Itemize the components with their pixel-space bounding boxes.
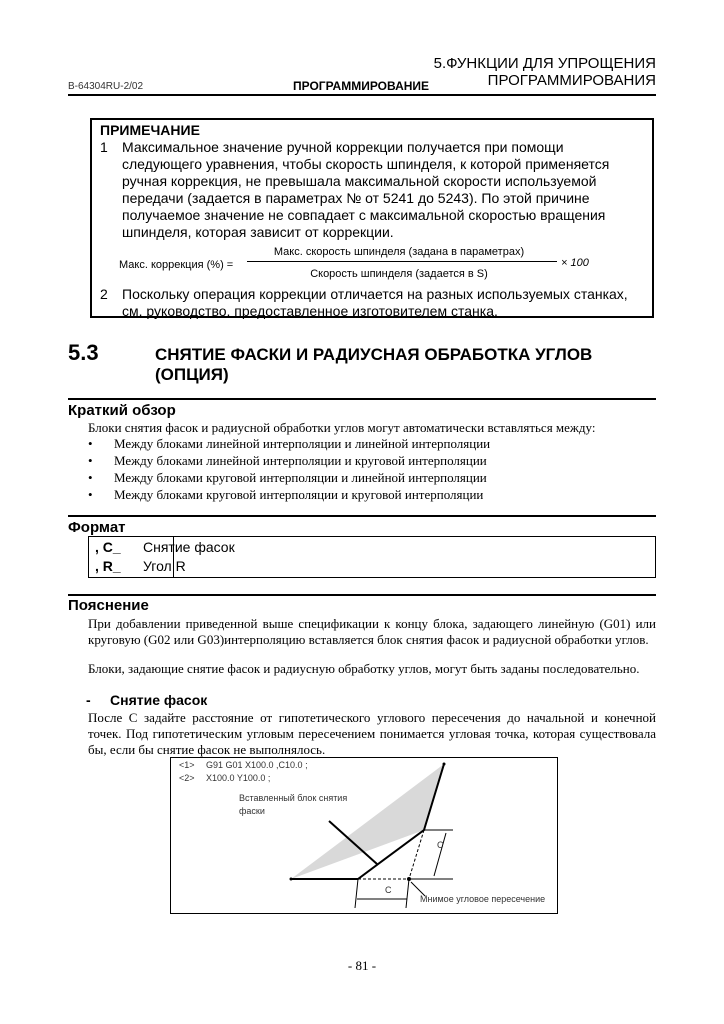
dim-ext xyxy=(355,879,358,908)
formula-denominator: Скорость шпинделя (задается в S) xyxy=(310,268,488,280)
program-line-number: <2> xyxy=(179,773,195,783)
section-rule xyxy=(68,594,656,596)
dim-ext xyxy=(406,879,409,908)
header-center: ПРОГРАММИРОВАНИЕ xyxy=(293,79,430,93)
format-heading: Формат xyxy=(68,519,126,536)
note-box xyxy=(90,118,654,318)
explanation-p2: Блоки, задающие снятие фасок и радиусную обработку углов, могут быть заданы последовательно. xyxy=(88,661,640,676)
header-rule xyxy=(68,94,656,96)
page-number: - 81 - xyxy=(347,958,377,973)
overview-heading: Краткий обзор xyxy=(68,402,176,419)
section-rule xyxy=(68,515,656,517)
program-line: X100.0 Y100.0 ; xyxy=(206,773,271,783)
formula xyxy=(119,244,639,284)
fraction-bar xyxy=(247,261,557,262)
shaded-region xyxy=(291,764,444,879)
start-point xyxy=(290,878,293,881)
note-title: ПРИМЕЧАНИЕ xyxy=(100,122,200,138)
inserted-block-label: Вставленный блок снятия фаски xyxy=(239,793,348,816)
formula-lhs: Макс. коррекция (%) = xyxy=(119,259,234,271)
dimension-c-label: C xyxy=(437,840,444,850)
format-desc: Угол R xyxy=(143,558,186,574)
chamfer-diagram xyxy=(170,757,558,914)
dimension-c-label: C xyxy=(385,885,392,895)
format-table xyxy=(88,536,656,578)
formula-numerator: Макс. скорость шпинделя (задана в параметрах) xyxy=(273,246,525,258)
formula-factor: × 100 xyxy=(561,257,589,269)
format-code: , R_ xyxy=(95,558,121,574)
program-line-number: <1> xyxy=(179,760,195,770)
note-item-text: Максимальное значение ручной коррекции получается при помощи следующего уравнения, чтобы скорость шпинделя, к которой применяется ручная коррекция, не превышала максимальной скорости используемой передачи (задается в параметрах № от 5241 до 5243). По этой причине получаемое значение не совпадает с максимальной скоростью вращения шпинделя, которая зависит от коррекции. xyxy=(122,139,610,240)
dash: - xyxy=(86,692,91,708)
virtual-intersection-label: Мнимое угловое пересечение xyxy=(420,894,546,904)
virtual-line-y xyxy=(409,830,424,879)
format-code: , C_ xyxy=(95,539,121,555)
format-desc: Снятие фасок xyxy=(143,539,235,555)
header-chapter-line1: 5.ФУНКЦИИ ДЛЯ УПРОЩЕНИЯ xyxy=(433,55,656,72)
note-item-number: 2 xyxy=(100,286,108,302)
end-point xyxy=(443,763,446,766)
explanation-p1: При добавлении приведенной выше спецификации к концу блока, задающего линейную (G01) или круговую (G02 или G03)интерполяцию вставляется блок снятия фасок и радиусной обработки углов. xyxy=(88,616,656,647)
section-number: 5.3 xyxy=(68,340,99,365)
document-page: B-64304RU-2/02 ПРОГРАММИРОВАНИЕ 5.ФУНКЦИИ ДЛЯ УПРОЩЕНИЯ ПРОГРАММИРОВАНИЯ ПРИМЕЧАНИЕ 1 Максимальное значение ручной коррекции получается при помощи следующего уравнения, чтобы скорость шпинделя, к которой применяется ручная коррекция, не превышала максимальной скорости используемой передачи (задается в параметрах № от 5241 до 5243). По этой причине получаемое значение не совпадает с максимальной скоростью вращения шпинделя, которая зависит от коррекции. Макс. коррекция (%) = Макс. скорость шпинделя (задана в параметрах) Скорость шпинделя (задается в S) × 100 2 Поскольку операция коррекции отличается на разных используемых станках, см. руководство, предоставленное изготовителем станка. 5.3 СНЯТИЕ ФАСКИ И РАДИУСНАЯ ОБРАБОТКА УГЛОВ (ОПЦИЯ) Краткий обзор Блоки снятия фасок и радиусной обработки углов могут автоматически вставляться между: • Между блоками линейной интерполяции и линейной интерполяции • Между блоками линейной интерполяции и круговой интерполяции • Между блоками круговой интерполяции и линейной интерполяции • Между блоками круговой интерполяции и круговой интерполяции Формат , C_ Снятие фасок , R_ Угол R Пояснение При добавлении приведенной выше спецификации к концу блока, задающего линейную (G01) или круговую (G02 или G03)интерполяцию вставляется блок снятия фасок и радиусной обработки углов. Блоки, задающие снятие фасок и радиусную обработку углов, могут быть заданы последовательно. - Снятие фасок После С задайте расстояние от гипотетического углового пересечения до начальной и конечной точек. Под гипотетическим угловым пересечением понимается угловая точка, которая существовала бы, если бы снятие фасок не выполнялось. <1> G91 G01 X100.0 ,C10.0 ; <2> X100.0 Y100.0 ; Вставленный блок снятия фаски C C Мнимое угловое пересечение - 81 - xyxy=(0,0,724,1024)
program-line: G91 G01 X100.0 ,C10.0 ; xyxy=(206,760,308,770)
doc-id: B-64304RU-2/02 xyxy=(68,81,144,92)
overview-intro: Блоки снятия фасок и радиусной обработки углов могут автоматически вставляться между: xyxy=(88,420,596,435)
note-item-number: 1 xyxy=(100,139,108,155)
chamfer-heading: Снятие фасок xyxy=(110,692,208,708)
chamfer-text: После С задайте расстояние от гипотетического углового пересечения до начальной и конечной точек. Под гипотетическим угловым пересечением понимается угловая точка, которая существовала бы, если бы снятие фасок не выполнялось. xyxy=(88,710,656,757)
section-title: СНЯТИЕ ФАСКИ И РАДИУСНАЯ ОБРАБОТКА УГЛОВ (ОПЦИЯ) xyxy=(155,345,593,384)
note-item-text: Поскольку операция коррекции отличается на разных используемых станках, см. руководство, предоставленное изготовителем станка. xyxy=(122,286,628,319)
explanation-heading: Пояснение xyxy=(68,597,149,614)
header-chapter-line2: ПРОГРАММИРОВАНИЯ xyxy=(487,72,656,89)
section-rule xyxy=(68,398,656,400)
